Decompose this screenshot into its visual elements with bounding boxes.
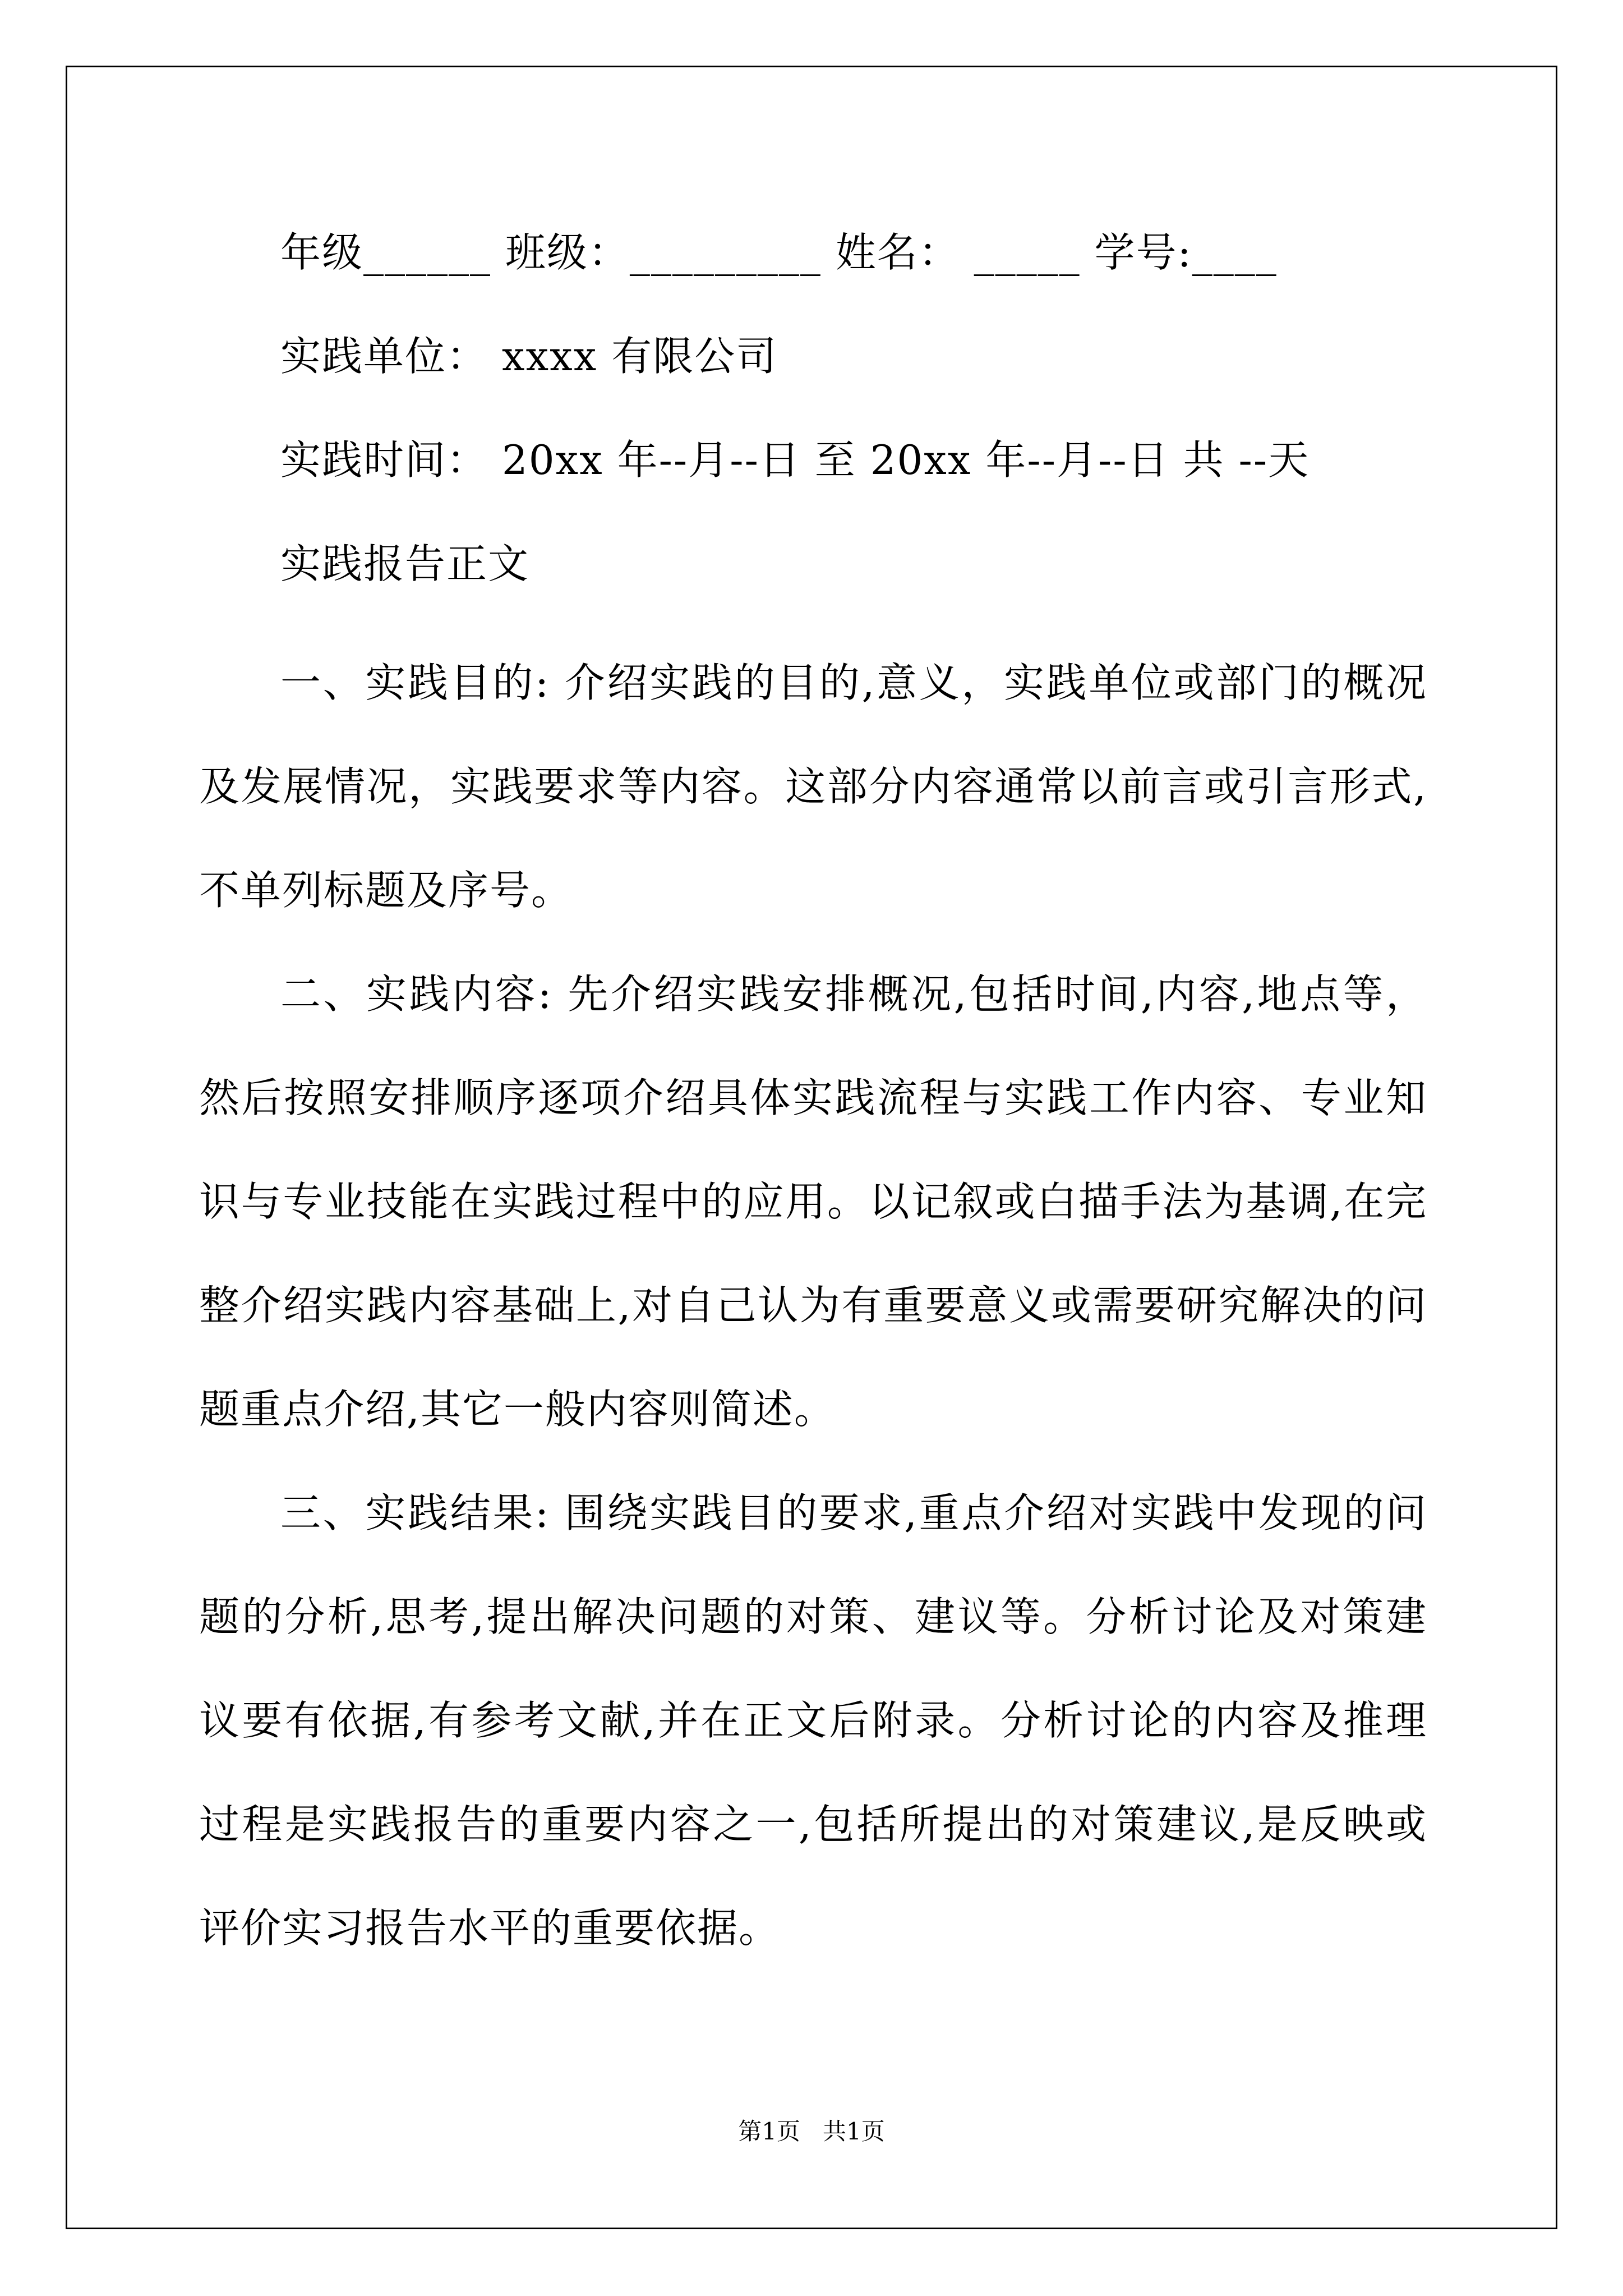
practice-unit-line: 实践单位： xxxx 有限公司 [280,333,778,380]
practice-time-line: 实践时间： 20xx 年--月--日 至 20xx 年--月--日 共 --天 [280,436,1310,484]
report-body-title: 实践报告正文 [280,540,530,587]
section-results-paragraph: 三、实践结果: 围绕实践目的要求,重点介绍对实践中发现的问题的分析,思考,提出解决问题的对策、建议等。分析讨论及对策建议要有依据,有参考文献,并在正文后附录。分析讨论的内容及推理过程是实践报告的重要内容之一,包括所提出的对策建议,是反映或评价实习报告水平的重要依据。 [199,1489,1427,1952]
student-info-line: 年级______ 班级：_________ 姓名： _____ 学号:____ [280,229,1278,276]
section-content-paragraph: 二、实践内容: 先介绍实践安排概况,包括时间,内容,地点等，然后按照安排顺序逐项介绍具体实践流程与实践工作内容、专业知识与专业技能在实践过程中的应用。以记叙或白描手法为基调,在完整介绍实践内容基础上,对自己认为有重要意义或需要研究解决的问题重点介绍,其它一般内容则简述。 [199,970,1427,1433]
section-purpose-paragraph: 一、实践目的: 介绍实践的目的,意义，实践单位或部门的概况及发展情况，实践要求等内容。这部分内容通常以前言或引言形式,不单列标题及序号。 [199,659,1427,914]
page-number-footer: 第1页 共1页 [738,2118,885,2145]
